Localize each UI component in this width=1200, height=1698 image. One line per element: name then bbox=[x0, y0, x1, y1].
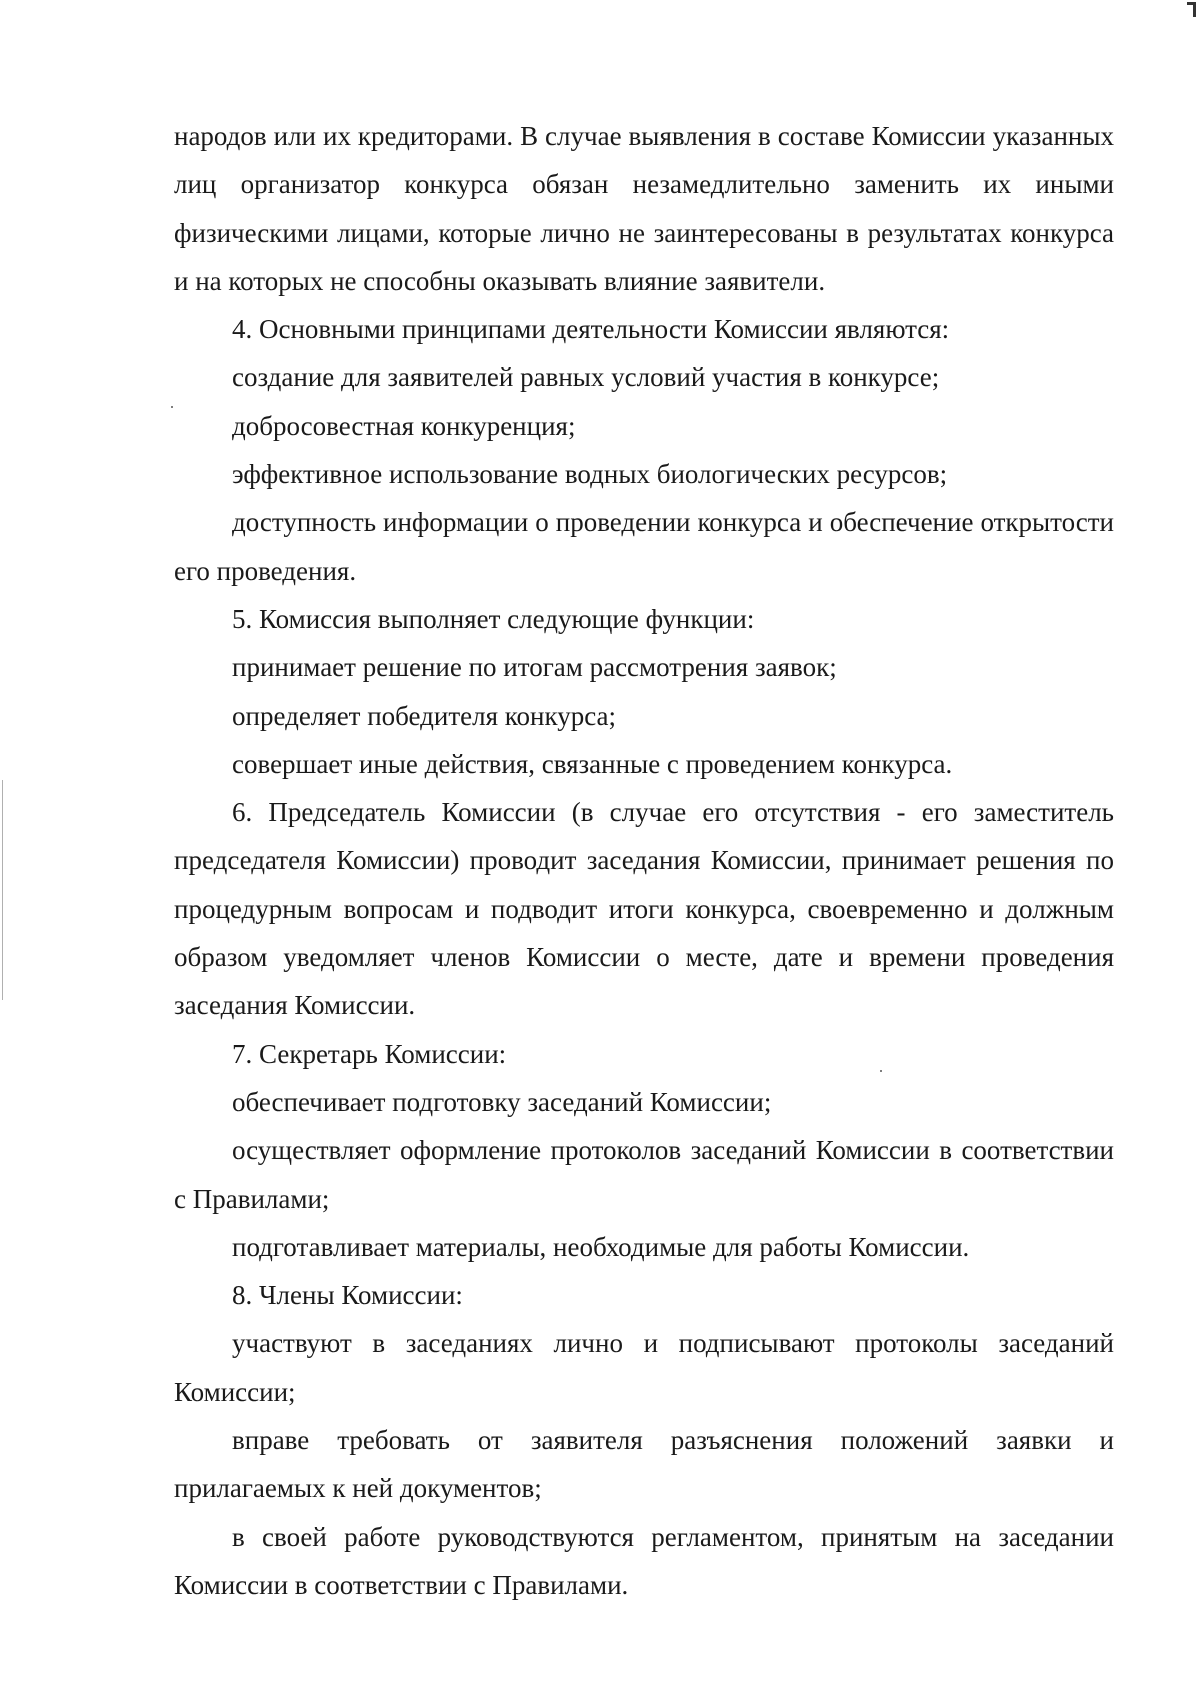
paragraph: народов или их кредиторами. В случае выявления в составе Комиссии указанных лиц организатор конкурса обязан незамедлительно заменить их иными физическими лицами, которые лично не заинтересованы в результатах конкурса и на которых не способны оказывать влияние заявители. bbox=[174, 121, 1114, 296]
scan-speck bbox=[171, 406, 173, 408]
paragraph: подготавливает материалы, необходимые для работы Комиссии. bbox=[232, 1231, 970, 1262]
paragraph: осуществляет оформление протоколов заседаний Комиссии в соответствии с Правилами; bbox=[174, 1135, 1114, 1214]
paragraph: доступность информации о проведении конкурса и обеспечение открытости его проведения. bbox=[174, 507, 1114, 586]
paragraph: совершает иные действия, связанные с проведением конкурса. bbox=[232, 748, 953, 779]
paragraph: обеспечивает подготовку заседаний Комиссии; bbox=[232, 1086, 772, 1117]
paragraph: 6. Председатель Комиссии (в случае его отсутствия - его заместитель председателя Комиссии) проводит заседания Комиссии, принимает решения по процедурным вопросам и подводит итоги конкурса, своевременно и должным образом уведомляет членов Комиссии о месте, дате и времени проведения заседания Комиссии. bbox=[174, 797, 1114, 1021]
paragraph: участвуют в заседаниях лично и подписывают протоколы заседаний Комиссии; bbox=[174, 1328, 1114, 1407]
scan-corner-mark bbox=[1187, 2, 1196, 17]
document-body bbox=[174, 112, 1114, 1609]
scan-left-edge bbox=[2, 780, 3, 1000]
paragraph: принимает решение по итогам рассмотрения заявок; bbox=[232, 652, 837, 683]
paragraph: в своей работе руководствуются регламентом, принятым на заседании Комиссии в соответствии с Правилами. bbox=[174, 1521, 1114, 1600]
paragraph: 5. Комиссия выполняет следующие функции: bbox=[232, 603, 755, 634]
paragraph: вправе требовать от заявителя разъяснения положений заявки и прилагаемых к ней документов; bbox=[174, 1425, 1114, 1504]
paragraph: добросовестная конкуренция; bbox=[232, 410, 576, 441]
paragraph: 4. Основными принципами деятельности Комиссии являются: bbox=[232, 314, 950, 345]
paragraph: эффективное использование водных биологических ресурсов; bbox=[232, 459, 948, 490]
paragraph: создание для заявителей равных условий участия в конкурсе; bbox=[232, 362, 940, 393]
paragraph: 8. Члены Комиссии: bbox=[232, 1280, 463, 1311]
paragraph: определяет победителя конкурса; bbox=[232, 700, 617, 731]
paragraph: 7. Секретарь Комиссии: bbox=[232, 1038, 507, 1069]
